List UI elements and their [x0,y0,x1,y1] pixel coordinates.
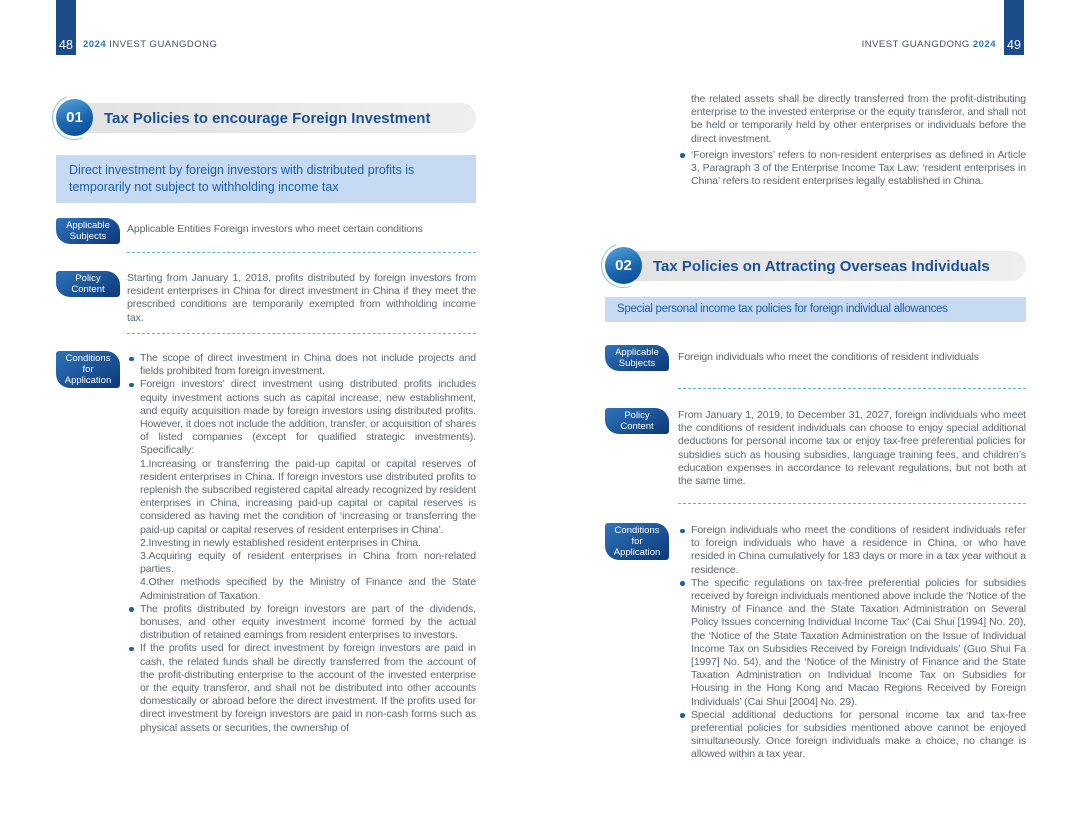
running-head-year-right: 2024 [972,39,996,50]
list-item: If the profits used for direct investment by foreign investors are paid in cash, the related funds shall be directly transferred from the account of the profit-distributing enterprise to the account of the invested enterprise or the equity transferor, and shall not be distributed into other accounts domestically or abroad before the direct investment. If the profits used for direct investment by foreign investors are paid in non-cash forms such as physical assets or securities, the ownership of [127,642,476,734]
section-01-title: Tax Policies to encourage Foreign Investment [74,103,476,133]
list-item: The scope of direct investment in China does not include projects and fields prohibited from foreign investment. [127,352,476,378]
policy-highlight-box-1: Direct investment by foreign investors with distributed profits is temporarily not subject to withholding income tax [56,155,476,203]
page-right [605,0,1026,826]
running-head-year-left: 2024 [83,39,110,50]
list-subitem: 2.Investing in newly established resident enterprises in China. [140,536,421,549]
conditions-application-badge: Conditions for Application [56,351,120,388]
policy-highlight-box-2: Special personal income tax policies for foreign individual allowances [605,297,1026,322]
continuation-content [678,93,1026,188]
section-02-number-badge: 02 [605,247,642,284]
dashed-divider [127,252,476,253]
conditions-list-left [127,352,476,735]
list-subitem: 3.Acquiring equity of resident enterprises in China from non-related parties. [140,550,476,576]
list-item: Foreign individuals who meet the conditions of resident individuals refer to foreign individuals who have a residence in China, or who have resided in China cumulatively for 183 days or more in a tax year without a residence. [678,524,1026,577]
policy-content-badge: Policy Content [56,271,120,297]
section-02-title: Tax Policies on Attracting Overseas Individuals [623,251,1026,281]
policy-content-text: From January 1, 2019, to December 31, 2027, foreign individuals who meet the conditions of resident individuals can choose to enjoy special additional deductions for personal income tax or enjoy tax-free preferential policies for subsidies such as housing subsidies, language training fees, and children’s education expenses in accordance to relevant regulations, but not both at the same time. [678,409,1026,488]
section-02-header [605,247,1026,285]
row-applicable-subjects-left [56,218,476,252]
list-item: The profits distributed by foreign investors are part of the dividends, bonuses, and other equity investment income formed by the actual distribution of retained earnings from resident enterprises to investors. [127,603,476,643]
bullet-icon [680,581,685,586]
running-head-brand-right: INVEST GUANGDONG [861,39,973,50]
section-01-number-badge: 01 [56,99,93,136]
applicable-subjects-badge: Applicable Subjects [605,345,669,371]
dashed-divider [678,388,1026,389]
bullet-icon [680,153,685,158]
applicable-subjects-text: Foreign individuals who meet the conditions of resident individuals [678,351,979,363]
conditions-list-right [678,524,1026,762]
bullet-icon [680,713,685,718]
page-number-left: 48 [59,38,73,52]
policy-content-badge: Policy Content [605,408,669,434]
dashed-divider [127,333,476,334]
list-subitem: 1.Increasing or transferring the paid-up capital or capital reserves of resident enterprises in China. If foreign investors use distributed profits to replenish the subscribed registered capital already recognized by resident enterprises in China, increasing paid-up capital or capital reserves is considered as having met the condition of ‘increasing or transferring the paid-up capital or capital reserves of resident enterprises in China’. [140,457,476,536]
dashed-divider [678,503,1026,504]
list-item: The specific regulations on tax-free preferential policies for subsidies received by foreign individuals mentioned above include the ‘Notice of the Ministry of Finance and the State Taxation Administration on Several Policy Issues concerning Individual Income Tax’ (Cai Shui [1994] No. 20), the ‘Notice of the State Taxation Administration on the Issue of Individual Income Tax on Subsidies Received by Foreign Individuals’ (Guo Shui Fa [1997] No. 54), and the ‘Notice of the Ministry of Finance and the State Taxation Administration on Individual Income Tax on Subsidies for Housing in the Hong Kong and Macao Regions Received by Foreign Individuals’ (Cai Shui [2004] No. 29). [678,577,1026,709]
bullet-icon [129,607,134,612]
bullet-icon [129,383,134,388]
bullet-icon [680,529,685,534]
applicable-subjects-text: Applicable Entities Foreign investors who meet certain conditions [127,223,423,235]
continuation-paragraph: the related assets shall be directly transferred from the profit-distributing enterprise to the invested enterprise or the equity transferor, and shall not be held or temporarily held by other enterprises or individuals before the direct investment. [691,93,1026,145]
bullet-icon [129,647,134,652]
list-item: Foreign investors’ direct investment using distributed profits includes equity investment actions such as capital increase, new establishment, and equity acquisition made by foreign investors using distributed profits. However, it does not include the addition, transfer, or acquisition of shares of listed companies (except for qualified strategic investments). Specifically: [127,378,476,457]
page-number-right: 49 [1007,38,1021,52]
list-subitem: 4.Other methods specified by the Ministry of Finance and the State Administration of Taxation. [140,576,476,602]
running-head-brand-left: INVEST GUANGDONG [109,39,218,50]
bullet-icon [129,357,134,362]
list-item: Special additional deductions for personal income tax and tax-free preferential policies for subsidies mentioned above cannot be enjoyed simultaneously. Once foreign individuals make a choice, no change is allowed within a tax year. [678,709,1026,762]
row-applicable-subjects-right [605,345,1026,379]
conditions-application-badge: Conditions for Application [605,523,669,560]
section-01-header [56,99,476,137]
policy-content-text: Starting from January 1, 2018, profits distributed by foreign investors from resident enterprises in China for direct investment in China if they meet the prescribed conditions are temporarily exempted from withholding income tax. [127,272,476,324]
applicable-subjects-badge: Applicable Subjects [56,218,120,244]
page-left [56,0,476,826]
list-item: ‘Foreign investors’ refers to non-resident enterprises as defined in Article 3, Paragraph 3 of the Enterprise Income Tax Law; ‘resident enterprises in China’ refers to resident enterprises legally established in China. [678,149,1026,189]
